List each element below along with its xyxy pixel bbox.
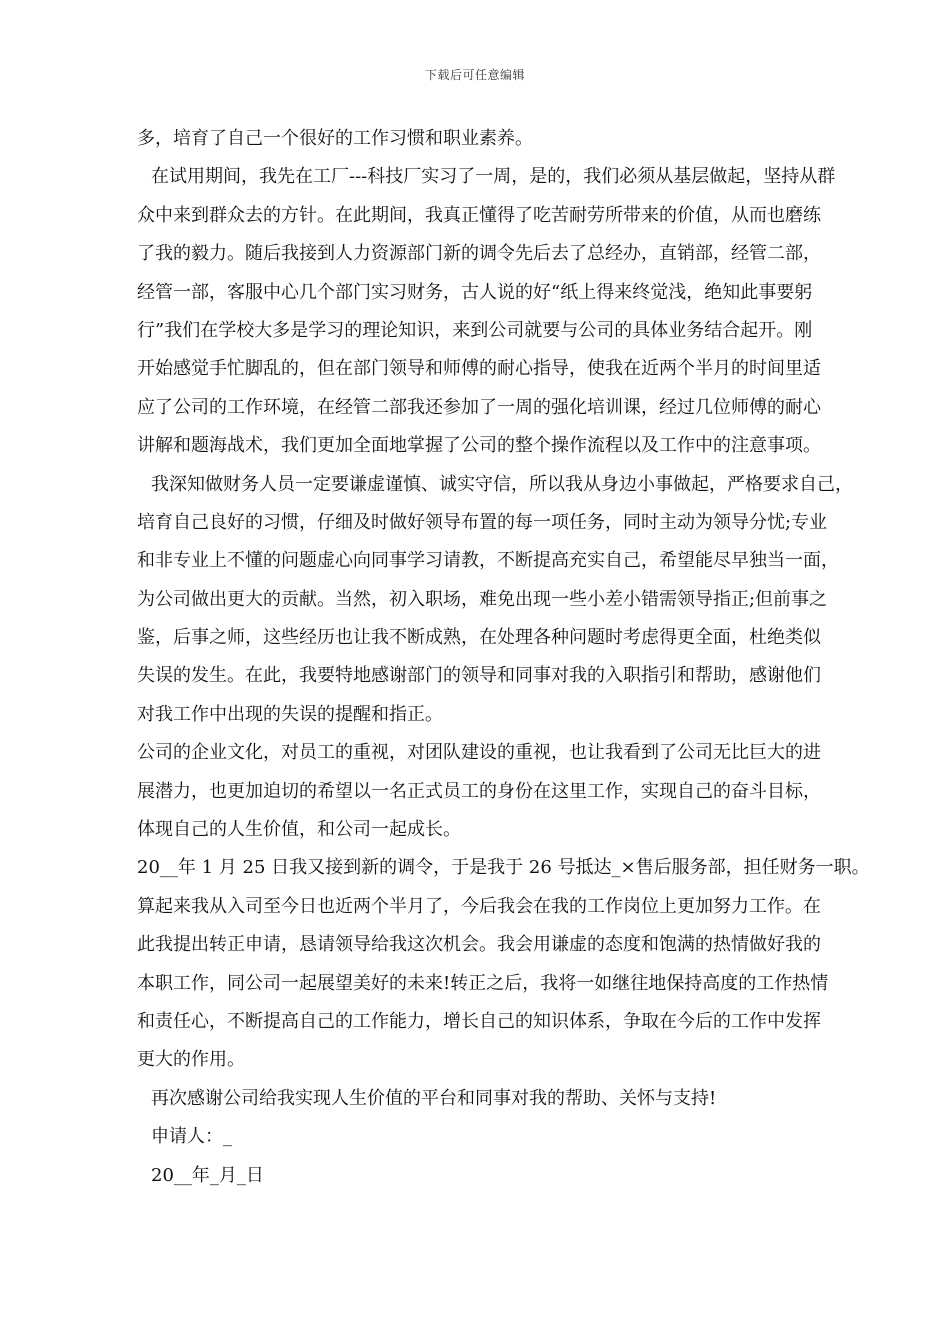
closing-thanks: 再次感谢公司给我实现人生价值的平台和同事对我的帮助、关怀与支持! (151, 1087, 717, 1109)
text-line: 展潜力，也更加迫切的希望以一名正式员工的身份在这里工作，实现自己的奋斗目标， (137, 780, 821, 802)
text-line: 在试用期间，我先在工厂---科技厂实习了一周，是的，我们必须从基层做起，坚持从群 (151, 166, 836, 188)
text-line: 失误的发生。在此，我要特地感谢部门的领导和同事对我的入职指引和帮助，感谢他们 (137, 665, 821, 687)
text-line: 经管一部，客服中心几个部门实习财务，古人说的好“纸上得来终觉浅，绝知此事要躬 (137, 281, 813, 303)
text-line: 20__年 1 月 25 日我又接到新的调令，于是我于 26 号抵达_×售后服务部，担任财务一职。 (137, 857, 870, 879)
page-header: 下载后可任意编辑 (424, 68, 525, 82)
text-line: 为公司做出更大的贡献。当然，初入职场，难免出现一些小差小错需领导指正;但前事之 (137, 588, 828, 610)
text-line: 和非专业上不懂的问题虚心向同事学习请教，不断提高充实自己，希望能尽早独当一面， (137, 550, 839, 572)
text-line: 我深知做财务人员一定要谦虚谨慎、诚实守信，所以我从身边小事做起，严格要求自己， (151, 473, 853, 495)
text-line: 鉴，后事之师，这些经历也让我不断成熟，在处理各种问题时考虑得更全面，杜绝类似 (137, 627, 821, 649)
document-body (137, 120, 897, 1195)
text-line: 培育自己良好的习惯，仔细及时做好领导布置的每一项任务，同时主动为领导分忧;专业 (137, 511, 828, 533)
text-line: 算起来我从入司至今日也近两个半月了，今后我会在我的工作岗位上更加努力工作。在 (137, 895, 821, 917)
text-line: 此我提出转正申请，恳请领导给我这次机会。我会用谦虚的态度和饱满的热情做好我的 (137, 934, 821, 956)
text-line: 众中来到群众去的方针。在此期间，我真正懂得了吃苦耐劳所带来的价值，从而也磨练 (137, 204, 821, 226)
applicant-signature: 申请人：_ (151, 1126, 232, 1148)
text-line: 公司的企业文化，对员工的重视，对团队建设的重视，也让我看到了公司无比巨大的进 (137, 742, 821, 764)
text-line: 体现自己的人生价值，和公司一起成长。 (137, 819, 461, 841)
text-line: 讲解和题海战术，我们更加全面地掌握了公司的整个操作流程以及工作中的注意事项。 (137, 435, 821, 457)
text-line: 行”我们在学校大多是学习的理论知识，来到公司就要与公司的具体业务结合起开。刚 (137, 319, 813, 341)
text-line: 对我工作中出现的失误的提醒和指正。 (137, 703, 443, 725)
text-line: 开始感觉手忙脚乱的，但在部门领导和师傅的耐心指导，使我在近两个半月的时间里适 (137, 358, 821, 380)
text-line: 和责任心，不断提高自己的工作能力，增长自己的知识体系，争取在今后的工作中发挥 (137, 1010, 821, 1032)
text-line: 本职工作，同公司一起展望美好的未来!转正之后，我将一如继往地保持高度的工作热情 (137, 972, 829, 994)
text-line: 更大的作用。 (137, 1049, 245, 1071)
text-line: 了我的毅力。随后我接到人力资源部门新的调令先后去了总经办，直销部，经管二部， (137, 243, 821, 265)
text-line: 多，培育了自己一个很好的工作习惯和职业素养。 (137, 128, 533, 149)
document-date: 20__年_月_日 (151, 1164, 264, 1186)
text-line: 应了公司的工作环境，在经管二部我还参加了一周的强化培训课，经过几位师傅的耐心 (137, 396, 821, 418)
